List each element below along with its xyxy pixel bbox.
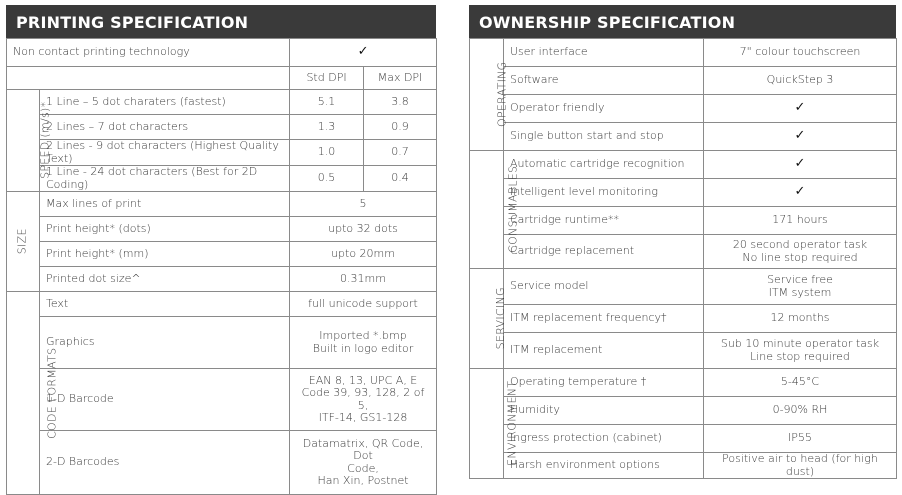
servicing-value xyxy=(704,305,897,333)
value-line: ITM system xyxy=(768,285,832,299)
operating-row xyxy=(470,123,897,151)
std-dpi-header: Std DPI xyxy=(290,67,364,90)
code-format-label: Text xyxy=(40,292,290,317)
size-value: upto 32 dots xyxy=(290,217,437,242)
environment-section-label: ENVIRONMENT xyxy=(505,380,519,467)
value-line: ✓ xyxy=(794,184,806,200)
size-value: 0.31mm xyxy=(290,267,437,292)
speed-label: 2 Lines – 7 dot characters xyxy=(40,115,290,140)
environment-value xyxy=(704,397,897,425)
value-line: 0-90% RH xyxy=(772,403,828,417)
value-line: Imported *.bmp xyxy=(319,329,407,342)
code-format-row xyxy=(7,369,437,431)
speed-max-value: 3.8 xyxy=(364,90,437,115)
environment-value xyxy=(704,453,897,479)
speed-max-value: 0.9 xyxy=(364,115,437,140)
operating-value xyxy=(704,123,897,151)
code-format-value xyxy=(290,369,437,431)
size-value: 5 xyxy=(290,192,437,217)
servicing-value xyxy=(704,269,897,305)
row-non-contact xyxy=(7,39,437,67)
code-format-label: Graphics xyxy=(40,317,290,369)
value-line: ✓ xyxy=(794,128,806,144)
non-contact-label: Non contact printing technology xyxy=(7,39,290,67)
size-value: upto 20mm xyxy=(290,242,437,267)
servicing-row xyxy=(470,305,897,333)
operating-label: Software xyxy=(504,67,704,95)
consumables-value xyxy=(704,235,897,269)
ownership-specification-title: OWNERSHIP SPECIFICATION xyxy=(469,5,896,38)
size-label: Print height* (mm) xyxy=(40,242,290,267)
environment-value xyxy=(704,425,897,453)
consumables-value xyxy=(704,207,897,235)
speed-section-cell xyxy=(7,90,52,192)
value-line: 5-45°C xyxy=(780,375,820,389)
size-label: Print height* (dots) xyxy=(40,217,290,242)
consumables-row xyxy=(470,207,897,235)
servicing-value xyxy=(704,333,897,369)
size-row xyxy=(7,192,437,217)
code-format-value xyxy=(290,317,437,369)
environment-row xyxy=(470,397,897,425)
value-line: 20 second operator task xyxy=(732,238,868,251)
speed-std-value: 1.3 xyxy=(290,115,364,140)
environment-label: Harsh environment options xyxy=(504,453,704,479)
consumables-label: Cartridge replacement xyxy=(504,235,704,269)
environment-label: Humidity xyxy=(504,397,704,425)
consumables-section-label: CONSUMABLES xyxy=(506,165,520,254)
servicing-label: ITM replacement xyxy=(504,333,704,369)
environment-label: Operating temperature † xyxy=(504,369,704,397)
size-row xyxy=(7,242,437,267)
size-section-cell xyxy=(7,192,40,292)
value-line: No line stop required xyxy=(742,250,858,264)
operating-section-label: OPERATING xyxy=(495,61,509,128)
servicing-label: Service model xyxy=(504,269,704,305)
environment-row xyxy=(470,369,897,397)
speed-label: 1 Line – 5 dot charaters (fastest) xyxy=(40,90,290,115)
size-label: Max lines of print xyxy=(40,192,290,217)
check-icon: ✓ xyxy=(357,44,369,60)
speed-max-value: 0.7 xyxy=(364,140,437,166)
servicing-row xyxy=(470,269,897,305)
printing-specification-panel xyxy=(6,5,436,495)
speed-std-value: 0.5 xyxy=(290,166,364,192)
speed-section-label: SPEED (m/s)* xyxy=(38,101,52,180)
environment-section-cell xyxy=(470,369,519,479)
consumables-label: Intelligent level monitoring xyxy=(504,179,704,207)
value-line: IP55 xyxy=(788,431,812,445)
code-format-label: 1-D Barcode xyxy=(40,369,290,431)
speed-std-value: 1.0 xyxy=(290,140,364,166)
non-contact-value xyxy=(290,39,437,67)
consumables-label: Automatic cartridge recognition xyxy=(504,151,704,179)
dpi-header-blank xyxy=(7,67,290,90)
code-format-row xyxy=(7,317,437,369)
value-line: Built in logo editor xyxy=(312,341,414,355)
value-line: ✓ xyxy=(794,100,806,116)
code-formats-section-label: CODE FORMATS xyxy=(45,347,59,439)
size-label: Printed dot size^ xyxy=(40,267,290,292)
value-line: QuickStep 3 xyxy=(766,73,834,87)
ownership-spec-table xyxy=(469,38,897,479)
code-format-label: 2-D Barcodes xyxy=(40,431,290,495)
consumables-section-cell xyxy=(470,151,520,269)
size-row xyxy=(7,267,437,292)
speed-std-value: 5.1 xyxy=(290,90,364,115)
operating-value xyxy=(704,95,897,123)
printing-specification-title: PRINTING SPECIFICATION xyxy=(6,5,436,38)
consumables-label: Cartridge runtime** xyxy=(504,207,704,235)
printing-spec-table xyxy=(6,38,437,495)
code-format-row xyxy=(7,292,437,317)
servicing-label: ITM replacement frequency† xyxy=(504,305,704,333)
size-row xyxy=(7,217,437,242)
value-line: Sub 10 minute operator task xyxy=(720,337,880,350)
row-dpi-headers xyxy=(7,67,437,90)
code-format-value xyxy=(290,431,437,495)
value-line: Code 39, 93, 128, 2 of 5, xyxy=(301,386,425,412)
consumables-value xyxy=(704,179,897,207)
value-line: full unicode support xyxy=(308,296,418,310)
consumables-value xyxy=(704,151,897,179)
value-line: ITF-14, GS1-128 xyxy=(318,411,408,424)
code-format-row xyxy=(7,431,437,495)
value-line: 171 hours xyxy=(772,213,828,227)
value-line: ✓ xyxy=(794,156,806,172)
value-line: EAN 8, 13, UPC A, E xyxy=(308,373,418,387)
code-format-value xyxy=(290,292,437,317)
environment-row xyxy=(470,425,897,453)
servicing-section-cell xyxy=(470,269,507,369)
operating-label: Single button start and stop xyxy=(504,123,704,151)
speed-label: 1 Line - 24 dot characters (Best for 2D Coding) xyxy=(40,166,290,192)
operating-label: User interface xyxy=(504,39,704,67)
speed-max-value: 0.4 xyxy=(364,166,437,192)
speed-row xyxy=(7,90,437,115)
operating-row xyxy=(470,95,897,123)
value-line: Han Xin, Postnet xyxy=(317,474,409,487)
value-line: 7" colour touchscreen xyxy=(739,45,861,59)
operating-label: Operator friendly xyxy=(504,95,704,123)
value-line: Service free xyxy=(767,273,833,286)
speed-row xyxy=(7,166,437,192)
environment-value xyxy=(704,369,897,397)
consumables-row xyxy=(470,179,897,207)
environment-row xyxy=(470,453,897,479)
operating-row xyxy=(470,39,897,67)
value-line: Positive air to head (for high dust) xyxy=(722,452,878,478)
value-line: Datamatrix, QR Code, Dot xyxy=(302,436,424,462)
value-line: 12 months xyxy=(770,311,830,325)
operating-section-cell xyxy=(470,39,509,151)
servicing-row xyxy=(470,333,897,369)
value-line: Line stop required xyxy=(750,349,850,363)
max-dpi-header: Max DPI xyxy=(364,67,437,90)
operating-row xyxy=(470,67,897,95)
environment-label: Ingress protection (cabinet) xyxy=(504,425,704,453)
operating-value xyxy=(704,39,897,67)
speed-label: 2 Lines - 9 dot characters (Highest Quality Text) xyxy=(40,140,290,166)
value-line: Code, xyxy=(347,461,379,475)
ownership-specification-panel xyxy=(469,5,896,479)
servicing-section-label: SERVICING xyxy=(493,287,507,350)
speed-row xyxy=(7,115,437,140)
operating-value xyxy=(704,67,897,95)
speed-row xyxy=(7,140,437,166)
consumables-row xyxy=(470,151,897,179)
consumables-row xyxy=(470,235,897,269)
size-section-label: SIZE xyxy=(15,228,29,255)
